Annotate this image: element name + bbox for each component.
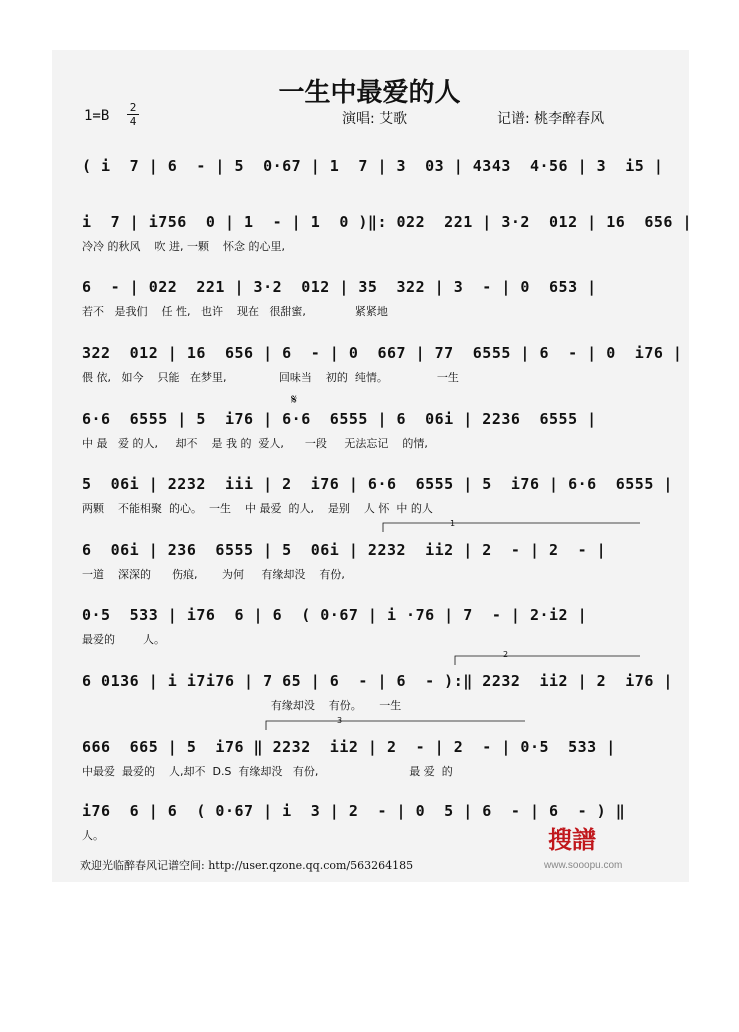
singer-credit: 演唱: 艾歌 <box>342 111 408 127</box>
logo-url: www.sooopu.com <box>544 860 623 871</box>
song-title: 一生中最爱的人 <box>278 78 461 108</box>
lyric-row: 冷冷 的秋风 吹 进, 一颗 怀念 的心里, <box>82 240 285 253</box>
volta-label-2: 2 <box>503 650 509 659</box>
notation-row: 6·6 6555 | 5 i76 | 6·6 6555 | 6 06i | 2236 6555 | <box>82 410 597 428</box>
footer-note: 欢迎光临醉春风记谱空间: http://user.qzone.qq.com/563264185 <box>80 859 414 872</box>
notation-row: 322 012 | 16 656 | 6 - | 0 667 | 77 6555 | 6 - | 0 i76 | <box>82 344 683 362</box>
notation-row: 6 - | 022 221 | 3·2 012 | 35 322 | 3 - | 0 653 | <box>82 278 597 296</box>
time-signature-bottom: 4 <box>129 115 137 128</box>
volta-label-3: 3 <box>337 716 343 725</box>
lyric-row: 人。 <box>82 829 104 842</box>
key-signature: 1=B <box>84 108 110 124</box>
site-logo <box>548 820 596 855</box>
notation-row: 5 06i | 2232 iii | 2 i76 | 6·6 6555 | 5 i76 | 6·6 6555 | <box>82 475 673 493</box>
volta-label-1: 1 <box>450 519 456 528</box>
time-signature-top: 2 <box>129 101 137 114</box>
notation-row: 0·5 533 | i76 6 | 6 ( 0·67 | i ·76 | 7 - | 2·i2 | <box>82 606 588 624</box>
lyric-row: 一道 深深的 伤痕, 为何 有缘却没 有份, <box>82 568 345 581</box>
logo-text: 搜譜 <box>548 825 596 854</box>
lyric-row: 偎 依, 如今 只能 在梦里, 回味当 初的 纯情。 一生 <box>82 371 459 384</box>
notation-row: 6 06i | 236 6555 | 5 06i | 2232 ii2 | 2 - | 2 - | <box>82 541 607 559</box>
notation-row: 666 665 | 5 i76 ‖ 2232 ii2 | 2 - | 2 - | 0·5 533 | <box>82 738 616 756</box>
notation-row: i 7 | i756 0 | 1 - | 1 0 )‖: 022 221 | 3·2 012 | 16 656 | <box>82 213 692 231</box>
notation-credit: 记谱: 桃李醉春风 <box>497 111 605 127</box>
segno-sign: 𝄋 <box>291 392 298 408</box>
lyric-row: 最爱的 人。 <box>82 633 165 646</box>
notation-row: 6 0136 | i i7i76 | 7 65 | 6 - | 6 - ):‖ 2232 ii2 | 2 i76 | <box>82 672 673 690</box>
lyric-row: 中最爱 最爱的 人,却不 D.S 有缘却没 有份, 最 爱 的 <box>82 765 453 778</box>
lyric-row: 若不 是我们 任 性, 也许 现在 很甜蜜, 紧紧地 <box>82 305 388 318</box>
lyric-row: 两颗 不能相聚 的心。 一生 中 最爱 的人, 是别 人 怀 中 的人 <box>82 502 433 515</box>
lyric-row: 中 最 爱 的人, 却不 是 我 的 爱人, 一段 无法忘记 的情, <box>82 437 428 450</box>
lyric-row: 有缘却没 有份。 一生 <box>82 699 402 712</box>
notation-row: i76 6 | 6 ( 0·67 | i 3 | 2 - | 0 5 | 6 - | 6 - ) ‖ <box>82 802 626 820</box>
notation-row: ( i 7 | 6 - | 5 0·67 | 1 7 | 3 03 | 4343 4·56 | 3 i5 | <box>82 157 664 175</box>
